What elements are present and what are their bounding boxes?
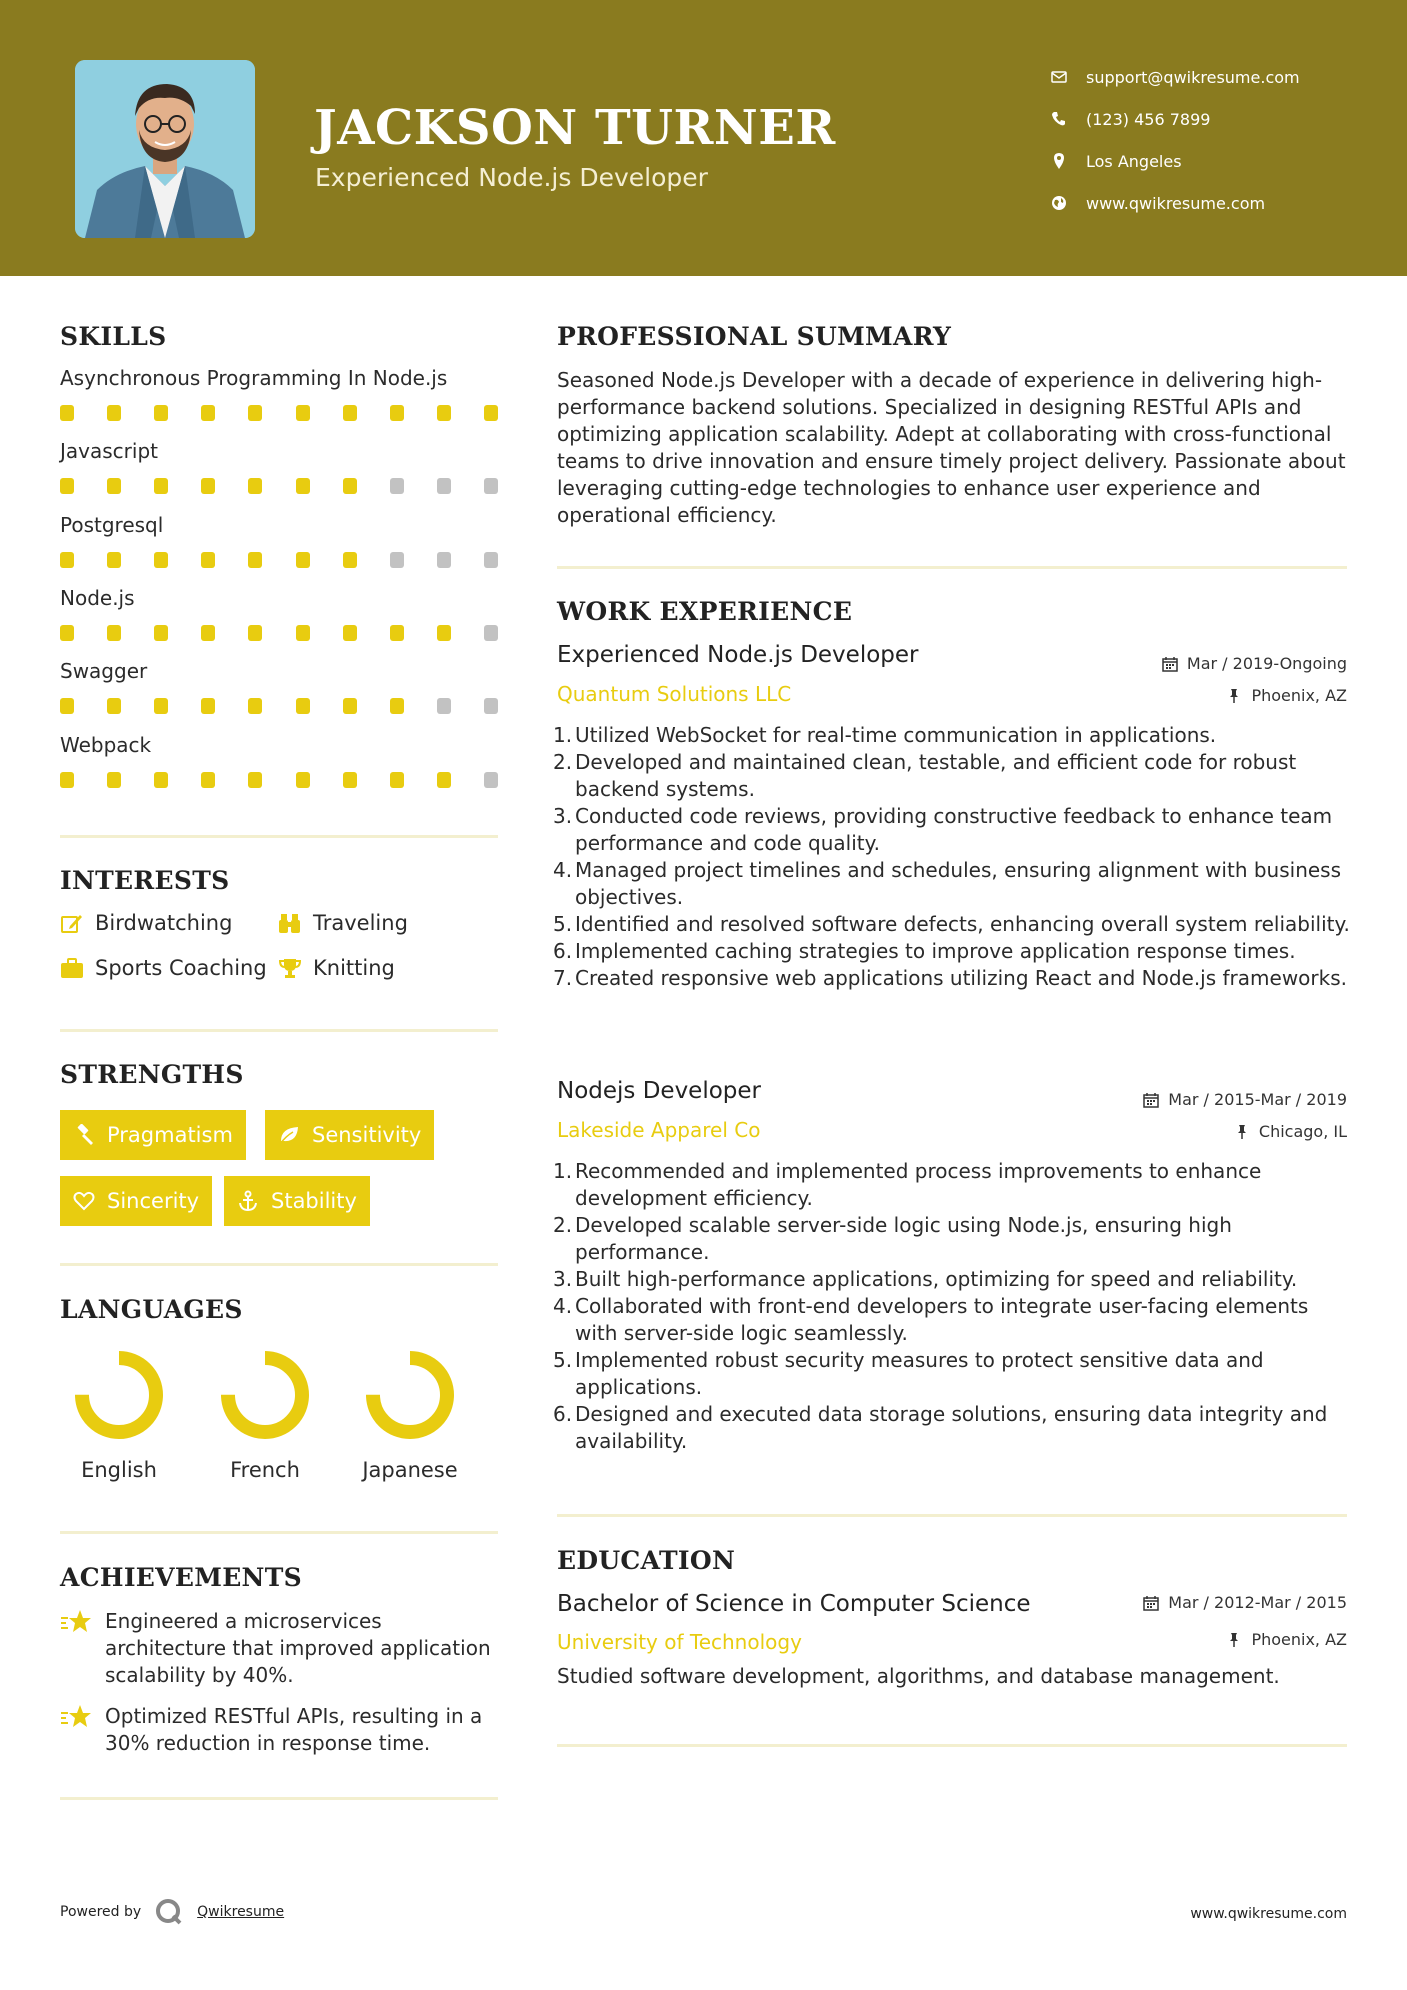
rating-dot-filled: [154, 698, 168, 714]
envelope-icon: [1050, 68, 1068, 86]
divider: [557, 1514, 1347, 1517]
rating-dot-empty: [484, 625, 498, 641]
contact-phone-text: (123) 456 7899: [1086, 109, 1211, 129]
education-location: [1226, 1630, 1347, 1649]
rating-dot-filled: [296, 552, 310, 568]
briefcase-icon: [60, 957, 84, 979]
job-location-text: Phoenix, AZ: [1251, 686, 1347, 705]
rating-dot-filled: [296, 625, 310, 641]
interest-label: Sports Coaching: [95, 956, 267, 980]
candidate-title: Experienced Node.js Developer: [315, 163, 708, 192]
language-item: [355, 1349, 465, 1482]
language-ring: [73, 1349, 165, 1441]
skill-name: Webpack: [60, 732, 152, 757]
rating-dot-filled: [154, 772, 168, 788]
summary-text: Seasoned Node.js Developer with a decade of experience in delivering high-performance backend solutions. Specialized in designing RESTful APIs and optimizing application scalability. Adept at collaborating with cross-functional teams to drive innovation and ensure timely project delivery. Passionate about leveraging cutting-edge technologies to enhance user experience and operational efficiency.: [557, 368, 1346, 527]
rating-dot-filled: [484, 405, 498, 421]
skill-rating: [60, 772, 498, 788]
list-item: 5. Identified and resolved software defects, enhancing overall system reliability.: [553, 912, 1350, 936]
rating-dot-filled: [437, 625, 451, 641]
achievement-item: [60, 1608, 500, 1689]
heart-icon: [73, 1190, 95, 1212]
rating-dot-filled: [390, 405, 404, 421]
rating-dot-filled: [343, 625, 357, 641]
skill-name: Javascript: [60, 439, 158, 464]
skill-rating: [60, 478, 498, 494]
rating-dot-filled: [296, 478, 310, 494]
pushpin-icon: [1234, 1124, 1250, 1140]
contact-location-text: Los Angeles: [1086, 151, 1182, 171]
divider: [557, 1744, 1347, 1747]
rating-dot-filled: [248, 405, 262, 421]
job-responsibilities: [553, 722, 1353, 992]
achievements-heading: ACHIEVEMENTS: [60, 1563, 302, 1592]
interest-label: Traveling: [313, 911, 408, 935]
rating-dot-filled: [201, 772, 215, 788]
star-icon: [60, 1608, 92, 1636]
rating-dot-filled: [60, 405, 74, 421]
skills-heading: SKILLS: [60, 322, 167, 351]
rating-dot-filled: [437, 772, 451, 788]
job-role: Nodejs Developer: [557, 1078, 762, 1104]
list-item-text: Developed and maintained clean, testable, and efficient code for robust backend systems.: [575, 750, 1297, 801]
list-item-text: Utilized WebSocket for real-time communication in applications.: [575, 723, 1217, 747]
list-item-text: Designed and executed data storage solutions, ensuring data integrity and availability.: [575, 1402, 1328, 1453]
education-school: University of Technology: [557, 1630, 802, 1654]
rating-dot-filled: [296, 405, 310, 421]
strength-tag: [265, 1110, 434, 1160]
job-location: [1234, 1122, 1347, 1141]
star-icon: [60, 1703, 92, 1731]
education-degree: Bachelor of Science in Computer Science: [557, 1591, 1031, 1617]
skill-rating: [60, 405, 498, 421]
binoculars-icon: [278, 912, 302, 934]
languages-heading: LANGUAGES: [60, 1295, 243, 1324]
list-item-text: Implemented caching strategies to improve application response times.: [575, 939, 1296, 963]
strength-label: Sincerity: [107, 1189, 200, 1213]
list-item-text: Conducted code reviews, providing constructive feedback to enhance team performance and code quality.: [575, 804, 1333, 855]
job-dates-text: Mar / 2019-Ongoing: [1186, 654, 1347, 673]
rating-dot-filled: [390, 772, 404, 788]
rating-dot-filled: [60, 698, 74, 714]
job-company: Lakeside Apparel Co: [557, 1118, 761, 1142]
candidate-name: JACKSON TURNER: [314, 100, 836, 156]
list-item-text: Developed scalable server-side logic using Node.js, ensuring high performance.: [575, 1213, 1232, 1264]
qwikresume-logo-icon: [155, 1898, 183, 1926]
strength-label: Sensitivity: [312, 1123, 422, 1147]
list-item: 7. Created responsive web applications utilizing React and Node.js frameworks.: [553, 966, 1347, 990]
skill-rating: [60, 552, 498, 568]
globe-icon: [1050, 194, 1068, 212]
contact-website[interactable]: [1050, 182, 1300, 224]
contact-list: [1050, 56, 1300, 224]
pencil-icon: [60, 912, 84, 934]
interest-label: Birdwatching: [95, 911, 233, 935]
rating-dot-filled: [248, 698, 262, 714]
rating-dot-filled: [248, 772, 262, 788]
list-item: 5. Implemented robust security measures to protect sensitive data and applications.: [553, 1347, 1353, 1401]
rating-dot-filled: [201, 405, 215, 421]
rating-dot-filled: [107, 405, 121, 421]
profile-photo: [75, 60, 255, 238]
footer-powered-by: [60, 1898, 284, 1926]
job-location-text: Chicago, IL: [1258, 1122, 1347, 1141]
list-item: 2. Developed and maintained clean, testable, and efficient code for robust backend systems.: [553, 749, 1353, 803]
language-item: [64, 1349, 174, 1482]
list-item-text: Implemented robust security measures to protect sensitive data and applications.: [575, 1348, 1264, 1399]
skill-name: Node.js: [60, 585, 135, 610]
skill-name: Asynchronous Programming In Node.js: [60, 366, 448, 390]
rating-dot-filled: [60, 772, 74, 788]
job-responsibilities: [553, 1158, 1353, 1455]
contact-website-text: www.qwikresume.com: [1086, 193, 1266, 213]
rating-dot-filled: [107, 552, 121, 568]
strength-tag: [60, 1176, 212, 1226]
rating-dot-empty: [437, 552, 451, 568]
rating-dot-empty: [484, 772, 498, 788]
skill-name: Postgresql: [60, 512, 164, 537]
job-location: [1226, 686, 1347, 705]
list-item: 2. Developed scalable server-side logic using Node.js, ensuring high performance.: [553, 1212, 1353, 1266]
rating-dot-filled: [107, 625, 121, 641]
strength-tag: [60, 1110, 246, 1160]
calendar-icon: [1143, 1092, 1159, 1108]
list-item-text: Recommended and implemented process improvements to enhance development efficiency.: [575, 1159, 1262, 1210]
job-dates: [1162, 654, 1347, 673]
rating-dot-filled: [201, 625, 215, 641]
contact-email[interactable]: [1050, 56, 1300, 98]
rating-dot-filled: [343, 552, 357, 568]
divider: [60, 1263, 498, 1266]
summary-heading: PROFESSIONAL SUMMARY: [557, 322, 952, 351]
rating-dot-empty: [437, 698, 451, 714]
contact-email-text: support@qwikresume.com: [1086, 67, 1300, 87]
list-item-text: Created responsive web applications utilizing React and Node.js frameworks.: [575, 966, 1347, 990]
person-photo-illustration: [75, 60, 255, 238]
education-location-text: Phoenix, AZ: [1251, 1630, 1347, 1649]
rating-dot-empty: [437, 478, 451, 494]
trophy-icon: [278, 957, 302, 979]
divider: [557, 566, 1347, 569]
qwikresume-link[interactable]: Qwikresume: [197, 1904, 285, 1920]
strength-label: Pragmatism: [107, 1123, 233, 1147]
skill-rating: [60, 698, 498, 714]
location-pin-icon: [1050, 152, 1068, 170]
language-item: [210, 1349, 320, 1482]
rating-dot-empty: [390, 478, 404, 494]
rating-dot-filled: [60, 625, 74, 641]
list-item-text: Built high-performance applications, optimizing for speed and reliability.: [575, 1267, 1298, 1291]
achievement-text: Engineered a microservices architecture that improved application scalability by 40%.: [105, 1609, 491, 1687]
rating-dot-empty: [390, 552, 404, 568]
education-dates-text: Mar / 2012-Mar / 2015: [1168, 1593, 1347, 1612]
calendar-icon: [1162, 656, 1178, 672]
pushpin-icon: [1226, 688, 1242, 704]
rating-dot-filled: [154, 405, 168, 421]
rating-dot-filled: [296, 698, 310, 714]
rating-dot-filled: [390, 698, 404, 714]
language-ring: [219, 1349, 311, 1441]
divider: [60, 1797, 498, 1800]
resume-header: [0, 0, 1407, 276]
rating-dot-filled: [201, 698, 215, 714]
list-item: 4. Managed project timelines and schedules, ensuring alignment with business objectives.: [553, 857, 1353, 911]
interest-item: [278, 911, 408, 935]
rating-dot-filled: [437, 405, 451, 421]
interest-item: [278, 956, 395, 980]
rating-dot-filled: [248, 478, 262, 494]
strength-label: Stability: [271, 1189, 357, 1213]
divider: [60, 1531, 498, 1534]
rating-dot-filled: [201, 552, 215, 568]
list-item-text: Managed project timelines and schedules, ensuring alignment with business objectives.: [575, 858, 1342, 909]
education-heading: EDUCATION: [557, 1546, 736, 1575]
rating-dot-filled: [60, 552, 74, 568]
divider: [60, 835, 498, 838]
rating-dot-filled: [107, 772, 121, 788]
rating-dot-filled: [248, 552, 262, 568]
job-dates: [1143, 1090, 1347, 1109]
list-item: 3. Conducted code reviews, providing constructive feedback to enhance team performance and code quality.: [553, 803, 1353, 857]
rating-dot-filled: [107, 478, 121, 494]
gavel-icon: [73, 1124, 95, 1146]
skill-name: Swagger: [60, 659, 148, 684]
rating-dot-filled: [60, 478, 74, 494]
education-description: Studied software development, algorithms, and database management.: [557, 1664, 1280, 1688]
calendar-icon: [1143, 1595, 1159, 1611]
language-label: Japanese: [362, 1458, 458, 1482]
job-company: Quantum Solutions LLC: [557, 682, 792, 706]
rating-dot-filled: [296, 772, 310, 788]
skill-rating: [60, 625, 498, 641]
interest-label: Knitting: [313, 956, 395, 980]
job-role: Experienced Node.js Developer: [557, 642, 919, 668]
phone-icon: [1050, 110, 1068, 128]
list-item: 1. Recommended and implemented process improvements to enhance development efficiency.: [553, 1158, 1353, 1212]
leaf-icon: [278, 1124, 300, 1146]
list-item-text: Identified and resolved software defects, enhancing overall system reliability.: [575, 912, 1350, 936]
list-item: 6. Designed and executed data storage solutions, ensuring data integrity and availability.: [553, 1401, 1353, 1455]
strengths-heading: STRENGTHS: [60, 1060, 244, 1089]
list-item: 3. Built high-performance applications, optimizing for speed and reliability.: [553, 1267, 1298, 1291]
interest-item: [60, 956, 267, 980]
rating-dot-filled: [154, 625, 168, 641]
education-dates: [1143, 1593, 1347, 1612]
rating-dot-filled: [154, 478, 168, 494]
rating-dot-empty: [484, 552, 498, 568]
powered-by-text: Powered by: [60, 1904, 142, 1920]
rating-dot-filled: [154, 552, 168, 568]
pushpin-icon: [1226, 1632, 1242, 1648]
footer-website[interactable]: www.qwikresume.com: [1190, 1906, 1347, 1922]
rating-dot-filled: [343, 405, 357, 421]
interest-item: [60, 911, 232, 935]
divider: [60, 1029, 498, 1032]
language-ring: [364, 1349, 456, 1441]
language-label: English: [81, 1458, 157, 1482]
achievement-item: [60, 1703, 500, 1757]
achievement-text: Optimized RESTful APIs, resulting in a 30% reduction in response time.: [105, 1704, 483, 1755]
list-item: 6. Implemented caching strategies to improve application response times.: [553, 939, 1296, 963]
list-item-text: Collaborated with front-end developers to integrate user-facing elements with server-side logic seamlessly.: [575, 1294, 1309, 1345]
rating-dot-empty: [484, 478, 498, 494]
contact-phone[interactable]: [1050, 98, 1300, 140]
job-dates-text: Mar / 2015-Mar / 2019: [1168, 1090, 1347, 1109]
rating-dot-filled: [390, 625, 404, 641]
list-item: 4. Collaborated with front-end developers to integrate user-facing elements with server-side logic seamlessly.: [553, 1293, 1353, 1347]
list-item: 1. Utilized WebSocket for real-time communication in applications.: [553, 723, 1217, 747]
rating-dot-empty: [484, 698, 498, 714]
interests-heading: INTERESTS: [60, 866, 230, 895]
rating-dot-filled: [343, 478, 357, 494]
rating-dot-filled: [343, 698, 357, 714]
contact-location: [1050, 140, 1300, 182]
language-label: French: [230, 1458, 300, 1482]
anchor-icon: [237, 1190, 259, 1212]
strength-tag: [224, 1176, 370, 1226]
rating-dot-filled: [201, 478, 215, 494]
rating-dot-filled: [248, 625, 262, 641]
rating-dot-filled: [343, 772, 357, 788]
rating-dot-filled: [107, 698, 121, 714]
experience-heading: WORK EXPERIENCE: [557, 597, 853, 626]
